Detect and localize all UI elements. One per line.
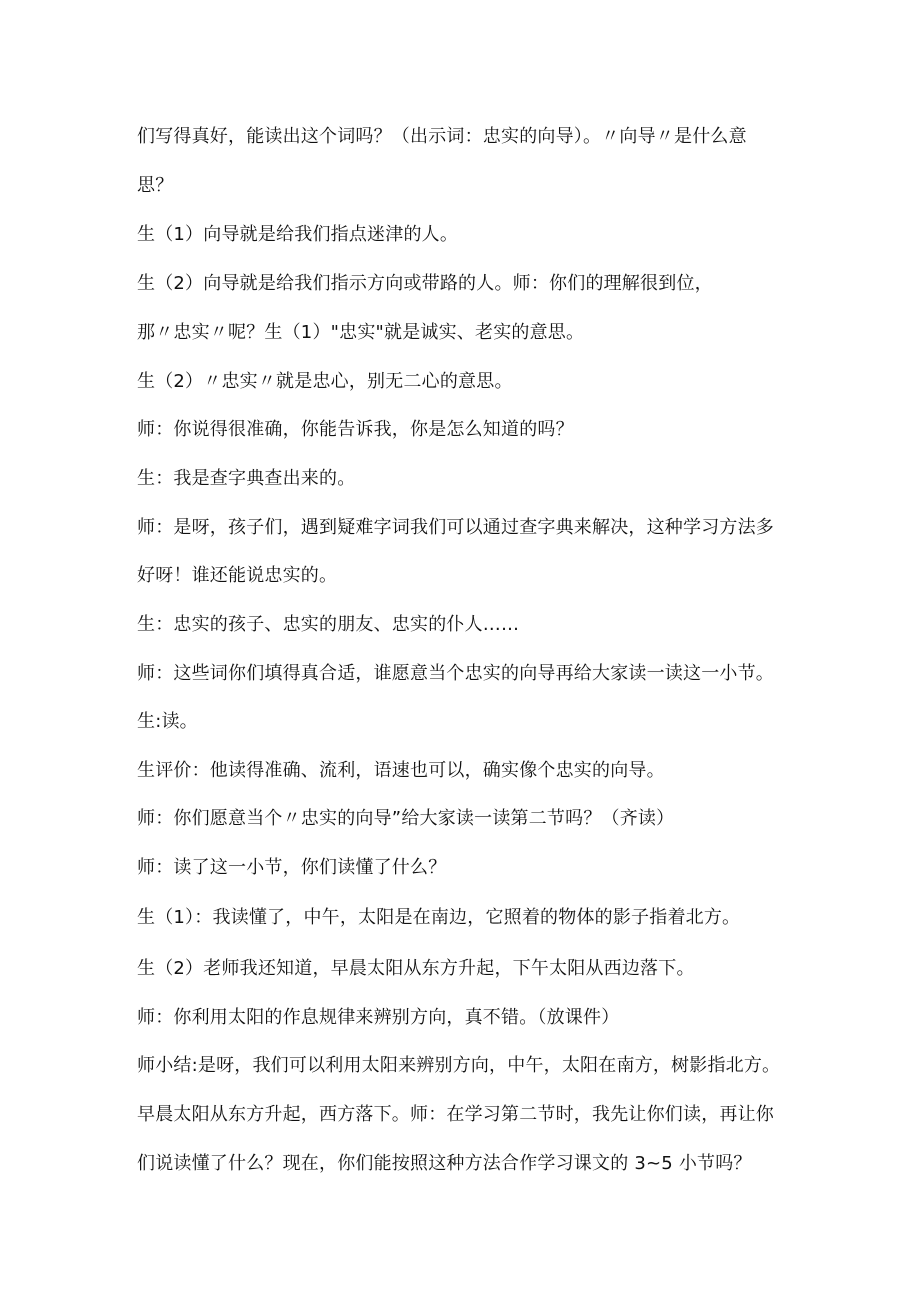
text-line-1: 们写得真好，能读出这个词吗？（出示词：忠实的向导）。〃向导〃是什么意 — [137, 126, 747, 147]
text-line-10: 好呀！谁还能说忠实的。 — [137, 565, 338, 586]
text-line-4: 生（2）向导就是给我们指示方向或带路的人。师：你们的理解很到位， — [137, 273, 713, 294]
text-line-13: 生:读。 — [137, 711, 198, 732]
text-line-9: 师：是呀，孩子们，遇到疑难字词我们可以通过查字典来解决，这种学习方法多 — [137, 517, 774, 538]
text-line-22: 们说读懂了什么？现在，你们能按照这种方法合作学习课文的 3~5 小节吗？ — [137, 1153, 752, 1174]
text-line-17: 生（1）：我读懂了，中午，太阳是在南边，它照着的物体的影子指着北方。 — [137, 907, 741, 928]
text-line-6: 生（2）〃忠实〃就是忠心，别无二心的意思。 — [137, 371, 513, 392]
text-line-7: 师：你说得很准确，你能告诉我，你是怎么知道的吗？ — [137, 419, 574, 440]
text-line-14: 生评价：他读得准确、流利，语速也可以，确实像个忠实的向导。 — [137, 760, 665, 781]
text-line-12: 师：这些词你们填得真合适，谁愿意当个忠实的向导再给大家读一读这一小节。 — [137, 663, 774, 684]
text-line-20: 师小结:是呀，我们可以利用太阳来辨别方向，中午，太阳在南方，树影指北方。 — [137, 1055, 781, 1076]
text-line-11: 生：忠实的孩子、忠实的朋友、忠实的仆人…… — [137, 614, 520, 635]
text-line-21: 早晨太阳从东方升起，西方落下。师：在学习第二节时，我先让你们读，再让你 — [137, 1104, 774, 1125]
text-line-16: 师：读了这一小节，你们读懂了什么？ — [137, 857, 447, 878]
text-line-5: 那〃忠实〃呢？生（1）"忠实"就是诚实、老实的意思。 — [137, 322, 585, 343]
text-line-18: 生（2）老师我还知道，早晨太阳从东方升起，下午太阳从西边落下。 — [137, 958, 695, 979]
text-line-8: 生：我是查字典查出来的。 — [137, 468, 356, 489]
text-line-19: 师：你利用太阳的作息规律来辨别方向，真不错。（放课件） — [137, 1007, 620, 1028]
text-line-15: 师：你们愿意当个〃忠实的向导”给大家读一读第二节吗？（齐读） — [137, 808, 675, 829]
text-line-2: 思？ — [137, 175, 174, 196]
text-line-3: 生（1）向导就是给我们指点迷津的人。 — [137, 224, 459, 245]
